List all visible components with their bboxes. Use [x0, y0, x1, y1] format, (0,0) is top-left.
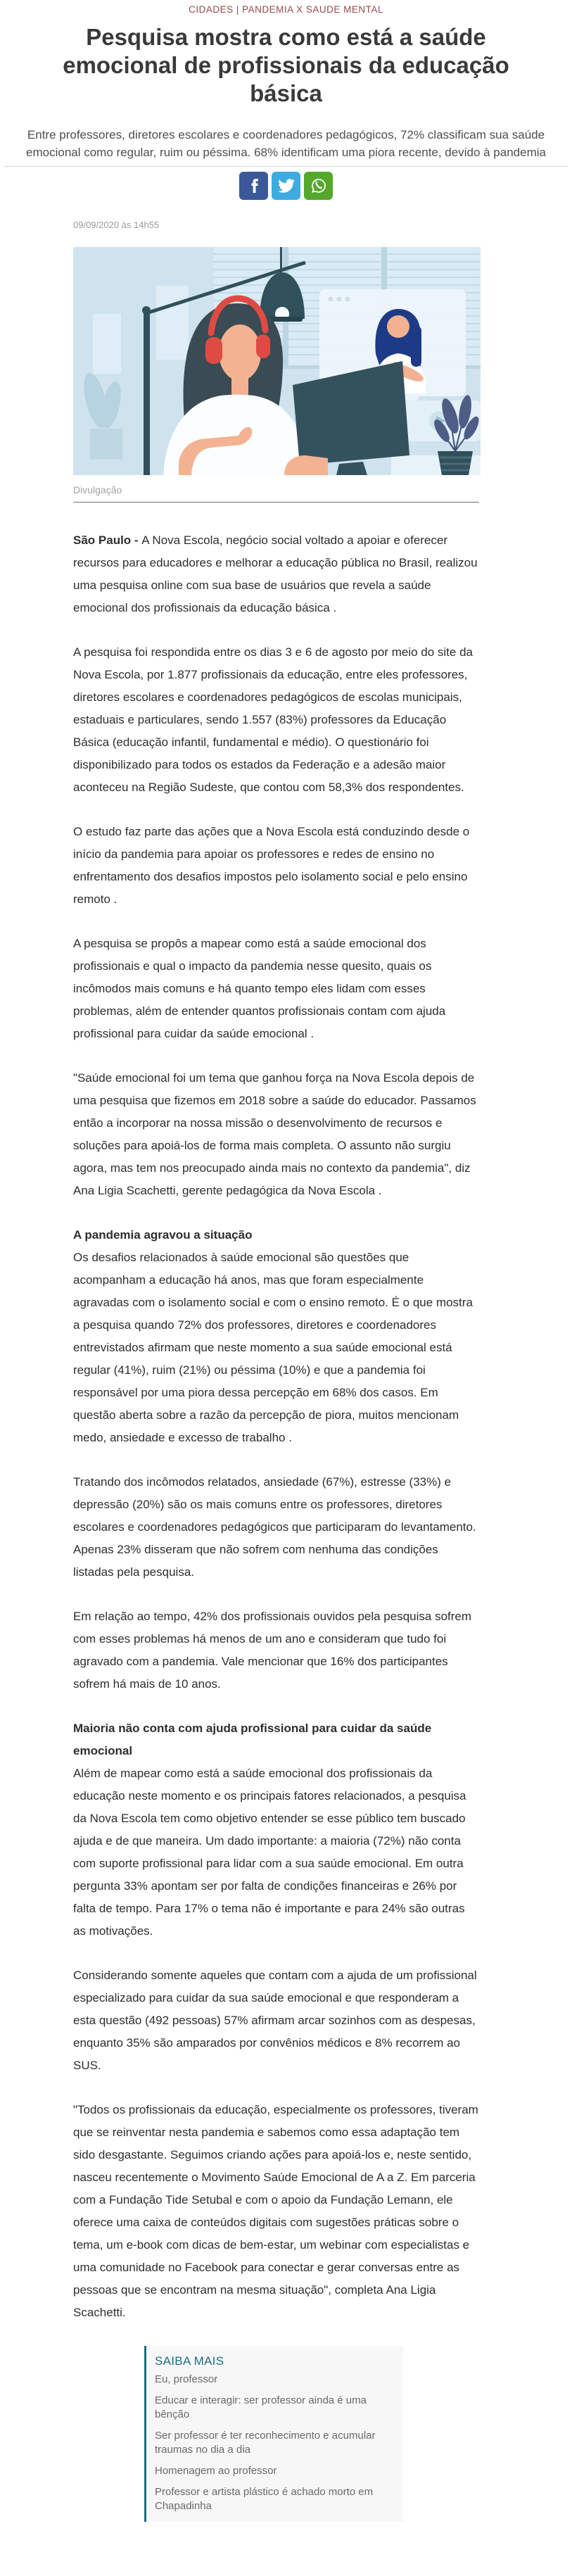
article-paragraph [73, 529, 480, 619]
related-article-link[interactable]: Eu, professor [155, 2373, 218, 2385]
article-body [73, 529, 480, 2324]
article-header [0, 0, 572, 161]
paragraph-text: Em relação ao tempo, 42% dos profissionais ouvidos pela pesquisa sofrem com esses problemas há menos de um ano e consideram que tudo foi agravado com a pandemia. Vale mencionar que 16% dos participantes sofrem há mais de 10 anos. [73, 1610, 472, 1691]
related-article-link[interactable]: Ser professor é ter reconhecimento e acumular traumas no dia a dia [155, 2430, 376, 2456]
paragraph-text: A Nova Escola, negócio social voltado a apoiar e oferecer recursos para educadores e melhorar a educação pública no Brasil, realizou uma pesquisa online com sua base de usuários que revela a saúde emocional dos profissionais da educação básica . [73, 533, 478, 614]
article-paragraph [73, 641, 480, 799]
related-links-list [155, 2373, 395, 2513]
article-paragraph [73, 1964, 480, 2077]
paragraph-text: Além de mapear como está a saúde emocional dos profissionais da educação neste momento e os principais fatores relacionados, a pesquisa da Nova Escola tem como objetivo entender se esse público tem buscado ajuda e de que maneira. Um dado importante: a maioria (72%) não conta com suporte profissional para lidar com a sua saúde emocional. Em outra pergunta 33% apontam ser por falta de condições financeiras e 26% por falta de tempo. Para 17% o tema não é importante e para 24% são outras as motivações. [73, 1767, 466, 1938]
article-paragraph [73, 1471, 480, 1584]
related-article-link[interactable]: Professor e artista plástico é achado morto em Chapadinha [155, 2486, 374, 2512]
article-paragraph [73, 1224, 480, 1246]
paragraph-text: O estudo faz parte das ações que a Nova Escola está conduzindo desde o início da pandemia para apoiar os professores e redes de ensino no enfrentamento dos desafios impostos pelo isolamento social e pelo ensino remoto . [73, 825, 470, 906]
header-divider [4, 166, 568, 167]
article-paragraph [73, 933, 480, 1045]
article-paragraph [73, 1717, 480, 1762]
paragraph-text: A pandemia agravou a situação [73, 1228, 253, 1242]
twitter-icon [278, 177, 295, 194]
article-subtitle: Entre professores, diretores escolares e coordenadores pedagógicos, 72% classificam sua saúde emocional como regular, ruim ou péssima. 68% identificam uma piora recente, devido à pandemia [26, 128, 546, 159]
paragraph-text: Os desafios relacionados à saúde emocional são questões que acompanham a educação há anos, mas que foram especialmente agravadas com o isolamento social e com o ensino remoto. É o que mostra a pesquisa quando 72% dos professores, diretores e coordenadores entrevistados afirmam que neste momento a sua saúde emocional está regular (41%), ruim (21%) ou péssima (10%) e que a pandemia foi responsável por uma piora dessa percepção em 68% dos casos. Em questão aberta sobre a razão da percepção de piora, muitos mencionam medo, ansiedade e excesso de trabalho . [73, 1251, 473, 1444]
paragraph-text: Considerando somente aqueles que contam com a ajuda de um profissional especializado para cuidar da sua saúde emocional e que responderam a esta questão (492 pessoas) 57% afirmam arcar sozinhos com as despesas, enquanto 35% são amparados por convênios médicos e 8% recorrem ao SUS. [73, 1969, 477, 2072]
paragraph-text: A pesquisa foi respondida entre os dias 3 e 6 de agosto por meio do site da Nova Escola, por 1.877 profissionais da educação, entre eles professores, diretores escolares e coordenadores pedagógicos de escolas municipais, estaduais e particulares, sendo 1.557 (83%) professores da Educação Básica (educação infantil, fundamental e médio). O questionário foi disponibilizado para todos os estados da Federação e a adesão maior aconteceu na Região Sudeste, que contou com 58,3% dos respondentes. [73, 645, 473, 794]
saiba-mais-box [144, 2346, 403, 2522]
share-buttons [0, 172, 572, 200]
whatsapp-icon [310, 177, 328, 195]
dateline: São Paulo - [73, 533, 142, 547]
saiba-mais-title: SAIBA MAIS [155, 2354, 224, 2368]
article-paragraph [73, 1067, 480, 1202]
share-facebook-button[interactable] [239, 172, 268, 200]
article-paragraph [73, 1605, 480, 1696]
caption-divider [73, 502, 479, 503]
article-paragraph [73, 1762, 480, 1943]
paragraph-text: Tratando dos incômodos relatados, ansiedade (67%), estresse (33%) e depressão (20%) são os mais comuns entre os professores, diretores escolares e coordenadores pedagógicos que participaram do levantamento. Apenas 23% disseram que não sofrem com nenhuma das condições listadas pela pesquisa. [73, 1475, 476, 1579]
related-article-link[interactable]: Educar e interagir: ser professor ainda é uma bênção [155, 2394, 367, 2420]
paragraph-text: "Saúde emocional foi um tema que ganhou força na Nova Escola depois de uma pesquisa que fizemos em 2018 sobre a saúde do educador. Passamos então a incorporar na nossa missão o desenvolvimento de recursos e soluções para apoiá-los de forma mais completa. O assunto não surgiu agora, mas tem nos preocupado ainda mais no contexto da pandemia", diz Ana Ligia Scachetti, gerente pedagógica da Nova Escola . [73, 1071, 476, 1197]
publish-timestamp: 09/09/2020 às 14h55 [73, 220, 160, 230]
share-whatsapp-button[interactable] [304, 172, 333, 200]
article-paragraph [73, 2099, 480, 2324]
paragraph-text: A pesquisa se propôs a mapear como está a saúde emocional dos profissionais e qual o impacto da pandemia nesse quesito, quais os incômodos mais comuns e há quanto tempo eles lidam com esses problemas, além de entender quantos profissionais contam com ajuda profissional para cuidar da saúde emocional . [73, 937, 446, 1040]
image-caption: Divulgação [73, 484, 122, 495]
page-title: Pesquisa mostra como está a saúde emocional de profissionais da educação básica [63, 24, 509, 106]
article-content-column [73, 220, 480, 2522]
facebook-icon [246, 177, 262, 194]
related-article-link[interactable]: Homenagem ao professor [155, 2465, 277, 2477]
paragraph-text: Maioria não conta com ajuda profissional para cuidar da saúde emocional [73, 1722, 432, 1757]
article-paragraph [73, 1246, 480, 1449]
article-paragraph [73, 821, 480, 911]
paragraph-text: "Todos os profissionais da educação, especialmente os professores, tiveram que se reinventar nesta pandemia e sabemos como essa adaptação tem sido desgastante. Seguimos criando ações para apoiá-los e, neste sentido, nasceu recentemente o Movimento Saúde Emocional de A a Z. Em parceria com a Fundação Tide Setubal e com o apoio da Fundação Lemann, ele oferece uma caixa de conteúdos digitais com sugestões práticas sobre o tema, um e-book com dicas de bem-estar, um webinar com especialistas e uma comunidade no Facebook para conectar e gerar conversas entre as pessoas que se encontram na mesma situação", completa Ana Ligia Scachetti. [73, 2103, 478, 2319]
category-breadcrumb[interactable]: CIDADES | PANDEMIA X SAUDE MENTAL [189, 4, 383, 15]
share-twitter-button[interactable] [272, 172, 300, 200]
hero-illustration [73, 247, 481, 475]
